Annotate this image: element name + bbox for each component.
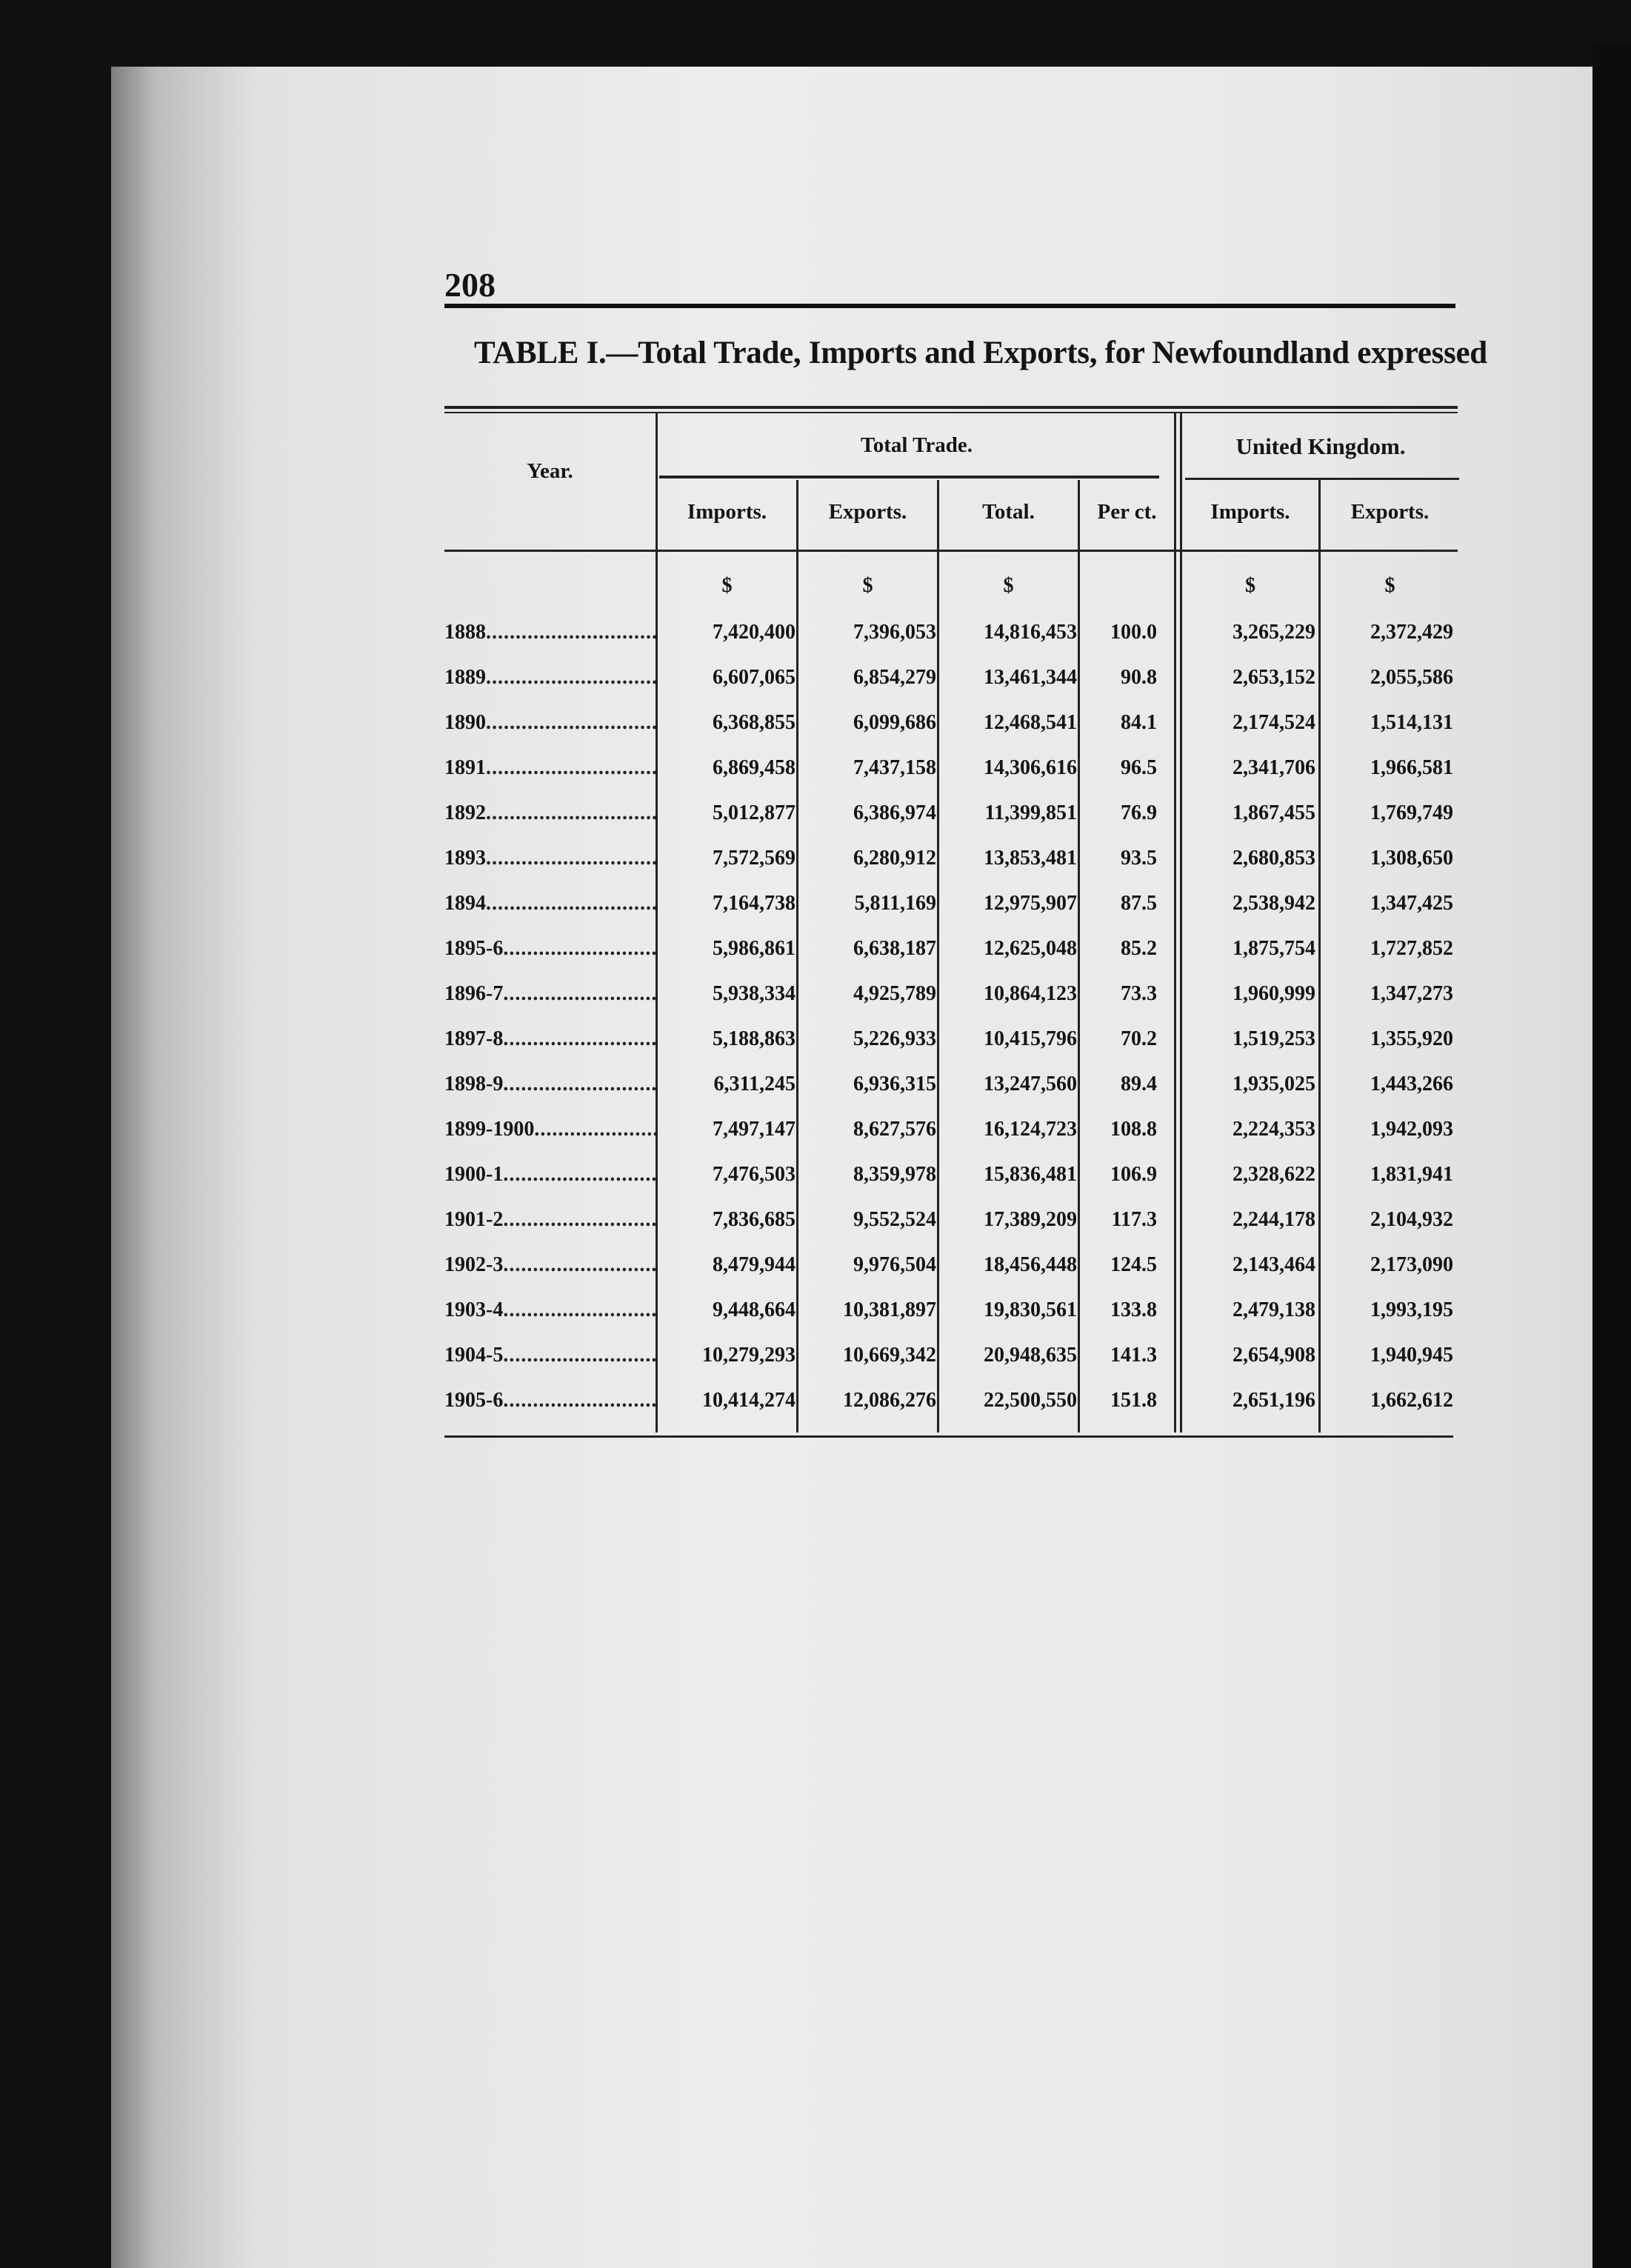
year-cell: 1893 ..... <box>444 847 658 870</box>
total-cell: 10,864,123 <box>984 982 1077 1005</box>
uk-exports-cell: 2,372,429 <box>1370 621 1453 644</box>
year-cell: 1895-6 ..... <box>444 937 658 961</box>
imports-cell: 6,607,065 <box>713 666 796 689</box>
total-cell: 22,500,550 <box>984 1389 1077 1412</box>
year-cell: 1892 ..... <box>444 801 658 825</box>
total-cell: 16,124,723 <box>984 1118 1077 1141</box>
exports-cell: 12,086,276 <box>843 1389 936 1412</box>
imports-cell: 5,986,861 <box>713 937 796 960</box>
uk-exports-cell: 1,347,273 <box>1370 982 1453 1005</box>
uk-imports-cell: 1,867,455 <box>1233 801 1315 824</box>
per-ct-cell: 96.5 <box>1121 756 1157 779</box>
year-cell: 1889 ..... <box>444 666 658 690</box>
total-cell: 11,399,851 <box>984 801 1077 824</box>
uk-exports-cell: 1,308,650 <box>1370 847 1453 870</box>
table-row <box>444 930 1459 975</box>
table-row <box>444 1065 1459 1110</box>
per-ct-cell: 89.4 <box>1121 1073 1157 1095</box>
total-cell: 17,389,209 <box>984 1208 1077 1231</box>
table-row <box>444 1381 1459 1427</box>
year-cell: 1890 ..... <box>444 711 658 735</box>
currency-exports: $ <box>862 574 873 597</box>
per-ct-cell: 108.8 <box>1110 1118 1157 1141</box>
per-ct-cell: 76.9 <box>1121 801 1157 824</box>
header-uk-exports: Exports. <box>1350 500 1430 524</box>
imports-cell: 10,279,293 <box>702 1344 796 1367</box>
exports-cell: 6,936,315 <box>853 1073 936 1095</box>
total-cell: 15,836,481 <box>984 1163 1077 1186</box>
per-ct-cell: 84.1 <box>1121 711 1157 734</box>
exports-cell: 9,552,524 <box>853 1208 936 1231</box>
uk-exports-cell: 1,831,941 <box>1370 1163 1453 1186</box>
exports-cell: 7,437,158 <box>853 756 936 779</box>
table-row <box>444 884 1459 930</box>
table-row <box>444 613 1459 658</box>
table-row <box>444 1155 1459 1201</box>
total-cell: 13,461,344 <box>984 666 1077 689</box>
imports-cell: 5,938,334 <box>713 982 796 1005</box>
uk-group-rule <box>1185 478 1459 480</box>
table-row <box>444 839 1459 884</box>
per-ct-cell: 100.0 <box>1110 621 1157 644</box>
header-bottom-rule <box>444 550 1458 552</box>
table-bottom-rule <box>444 1435 1453 1438</box>
year-cell: 1903-4 ..... <box>444 1298 658 1322</box>
imports-cell: 5,188,863 <box>713 1027 796 1050</box>
uk-imports-cell: 1,875,754 <box>1233 937 1315 960</box>
uk-imports-cell: 1,960,999 <box>1233 982 1315 1005</box>
header-exports: Exports. <box>828 500 907 524</box>
per-ct-cell: 133.8 <box>1110 1298 1157 1321</box>
imports-cell: 9,448,664 <box>713 1298 796 1321</box>
header-united-kingdom: United Kingdom. <box>1235 433 1406 459</box>
currency-total: $ <box>1003 574 1014 597</box>
imports-cell: 7,497,147 <box>713 1118 796 1141</box>
exports-cell: 6,854,279 <box>853 666 936 689</box>
table-row <box>444 1110 1459 1155</box>
exports-cell: 6,638,187 <box>853 937 936 960</box>
total-cell: 13,247,560 <box>984 1073 1077 1095</box>
per-ct-cell: 85.2 <box>1121 937 1157 960</box>
uk-exports-cell: 2,173,090 <box>1370 1253 1453 1276</box>
uk-exports-cell: 1,942,093 <box>1370 1118 1453 1141</box>
header-uk-imports: Imports. <box>1210 500 1290 524</box>
table-row <box>444 1020 1459 1065</box>
year-cell: 1894 ..... <box>444 892 658 915</box>
header-per-ct: Per ct. <box>1097 500 1157 524</box>
table-row <box>444 1201 1459 1246</box>
per-ct-cell: 93.5 <box>1121 847 1157 870</box>
exports-cell: 10,381,897 <box>843 1298 936 1321</box>
uk-exports-cell: 1,355,920 <box>1370 1027 1453 1050</box>
total-cell: 20,948,635 <box>984 1344 1077 1367</box>
exports-cell: 8,627,576 <box>853 1118 936 1141</box>
table-caption: TABLE I.—Total Trade, Imports and Exports, for Newfoundland expressed <box>474 336 1487 370</box>
table-row <box>444 975 1459 1020</box>
table-row <box>444 794 1459 839</box>
currency-uk-exports: $ <box>1384 574 1395 597</box>
uk-exports-cell: 1,662,612 <box>1370 1389 1453 1412</box>
uk-imports-cell: 2,538,942 <box>1233 892 1315 915</box>
total-cell: 14,816,453 <box>984 621 1077 644</box>
year-cell: 1905-6 ..... <box>444 1389 658 1413</box>
imports-cell: 7,572,569 <box>713 847 796 870</box>
header-year: Year. <box>527 459 573 483</box>
header-total: Total. <box>982 500 1035 524</box>
uk-exports-cell: 1,727,852 <box>1370 937 1453 960</box>
per-ct-cell: 73.3 <box>1121 982 1157 1005</box>
page-number: 208 <box>444 266 496 304</box>
imports-cell: 5,012,877 <box>713 801 796 824</box>
imports-cell: 10,414,274 <box>702 1389 796 1412</box>
total-cell: 10,415,796 <box>984 1027 1077 1050</box>
total-cell: 18,456,448 <box>984 1253 1077 1276</box>
per-ct-cell: 106.9 <box>1110 1163 1157 1186</box>
currency-imports: $ <box>721 574 733 597</box>
exports-cell: 6,280,912 <box>853 847 936 870</box>
header-imports: Imports. <box>687 500 767 524</box>
exports-cell: 5,226,933 <box>853 1027 936 1050</box>
uk-imports-cell: 1,519,253 <box>1233 1027 1315 1050</box>
table-row <box>444 704 1459 749</box>
exports-cell: 4,925,789 <box>853 982 936 1005</box>
exports-cell: 6,099,686 <box>853 711 936 734</box>
total-cell: 14,306,616 <box>984 756 1077 779</box>
exports-cell: 8,359,978 <box>853 1163 936 1186</box>
uk-exports-cell: 1,940,945 <box>1370 1344 1453 1367</box>
per-ct-cell: 124.5 <box>1110 1253 1157 1276</box>
year-cell: 1888 ..... <box>444 621 658 644</box>
uk-exports-cell: 1,514,131 <box>1370 711 1453 734</box>
per-ct-cell: 117.3 <box>1111 1208 1157 1231</box>
per-ct-cell: 151.8 <box>1110 1389 1157 1412</box>
header-rule <box>444 304 1455 308</box>
exports-cell: 5,811,169 <box>854 892 936 915</box>
per-ct-cell: 90.8 <box>1121 666 1157 689</box>
total-cell: 19,830,561 <box>984 1298 1077 1321</box>
uk-imports-cell: 3,265,229 <box>1233 621 1315 644</box>
imports-cell: 8,479,944 <box>713 1253 796 1276</box>
total-cell: 12,975,907 <box>984 892 1077 915</box>
uk-exports-cell: 1,966,581 <box>1370 756 1453 779</box>
year-cell: 1896-7 ..... <box>444 982 658 1006</box>
uk-exports-cell: 2,104,932 <box>1370 1208 1453 1231</box>
imports-cell: 6,368,855 <box>713 711 796 734</box>
per-ct-cell: 70.2 <box>1121 1027 1157 1050</box>
uk-imports-cell: 2,224,353 <box>1233 1118 1315 1141</box>
uk-imports-cell: 1,935,025 <box>1233 1073 1315 1095</box>
uk-imports-cell: 2,341,706 <box>1233 756 1315 779</box>
total-cell: 12,468,541 <box>984 711 1077 734</box>
year-cell: 1899-1900 ..... <box>444 1118 658 1141</box>
year-cell: 1901-2 ..... <box>444 1208 658 1232</box>
imports-cell: 7,476,503 <box>713 1163 796 1186</box>
uk-exports-cell: 2,055,586 <box>1370 666 1453 689</box>
uk-imports-cell: 2,328,622 <box>1233 1163 1315 1186</box>
uk-exports-cell: 1,993,195 <box>1370 1298 1453 1321</box>
table-top-rule-thin <box>444 412 1458 413</box>
year-cell: 1897-8 ..... <box>444 1027 658 1051</box>
table-row <box>444 1291 1459 1336</box>
table-row <box>444 658 1459 704</box>
currency-uk-imports: $ <box>1245 574 1255 597</box>
uk-imports-cell: 2,244,178 <box>1233 1208 1315 1231</box>
per-ct-cell: 141.3 <box>1110 1344 1157 1367</box>
exports-cell: 9,976,504 <box>853 1253 936 1276</box>
uk-exports-cell: 1,347,425 <box>1370 892 1453 915</box>
uk-imports-cell: 2,653,152 <box>1233 666 1315 689</box>
per-ct-cell: 87.5 <box>1121 892 1157 915</box>
imports-cell: 7,420,400 <box>713 621 796 644</box>
year-cell: 1900-1 ..... <box>444 1163 658 1187</box>
uk-imports-cell: 2,654,908 <box>1233 1344 1315 1367</box>
year-cell: 1898-9 ..... <box>444 1073 658 1096</box>
imports-cell: 6,311,245 <box>713 1073 796 1095</box>
uk-exports-cell: 1,769,749 <box>1370 801 1453 824</box>
year-cell: 1891 ..... <box>444 756 658 780</box>
total-trade-group-rule <box>659 476 1159 478</box>
uk-imports-cell: 2,143,464 <box>1233 1253 1315 1276</box>
exports-cell: 7,396,053 <box>853 621 936 644</box>
header-total-trade: Total Trade. <box>861 433 973 457</box>
table-row <box>444 749 1459 794</box>
total-cell: 12,625,048 <box>984 937 1077 960</box>
table-top-rule <box>444 406 1458 409</box>
page-edge-shadow <box>1592 44 1631 2268</box>
exports-cell: 6,386,974 <box>853 801 936 824</box>
uk-exports-cell: 1,443,266 <box>1370 1073 1453 1095</box>
imports-cell: 7,836,685 <box>713 1208 796 1231</box>
exports-cell: 10,669,342 <box>843 1344 936 1367</box>
year-cell: 1902-3 ..... <box>444 1253 658 1277</box>
uk-imports-cell: 2,680,853 <box>1233 847 1315 870</box>
imports-cell: 6,869,458 <box>713 756 796 779</box>
uk-imports-cell: 2,479,138 <box>1233 1298 1315 1321</box>
uk-imports-cell: 2,174,524 <box>1233 711 1315 734</box>
year-cell: 1904-5 ..... <box>444 1344 658 1367</box>
uk-imports-cell: 2,651,196 <box>1233 1389 1315 1412</box>
imports-cell: 7,164,738 <box>713 892 796 915</box>
table-row <box>444 1246 1459 1291</box>
total-cell: 13,853,481 <box>984 847 1077 870</box>
table-row <box>444 1336 1459 1381</box>
